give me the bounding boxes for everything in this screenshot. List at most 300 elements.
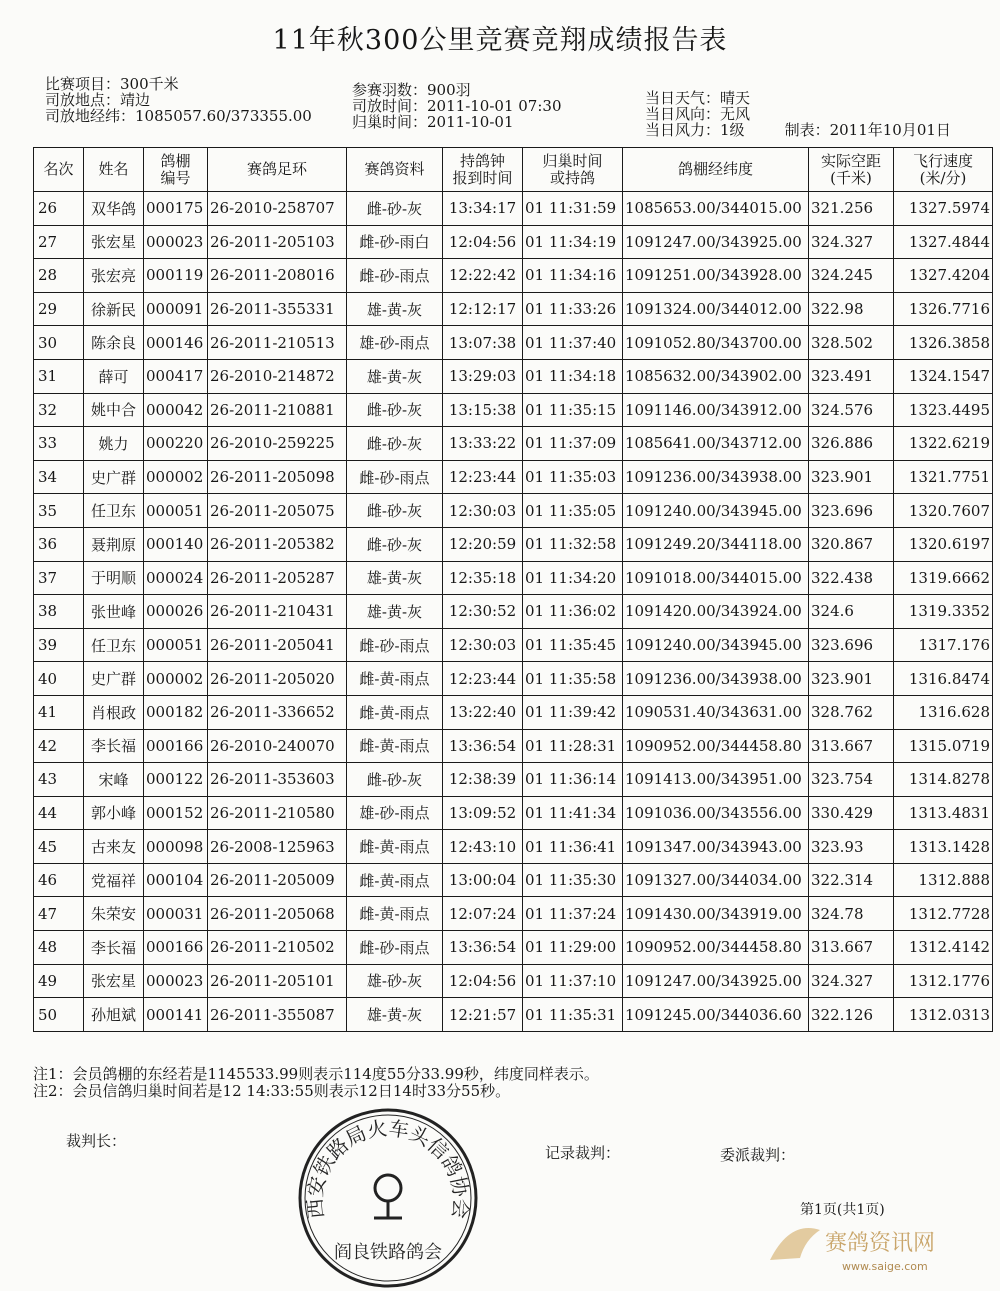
info-label: 当日天气：	[645, 89, 721, 107]
coordinates-cell: 1091247.00/343925.00	[623, 964, 809, 998]
ring-cell: 26-2010-214872	[208, 359, 347, 393]
coordinates-cell: 1090952.00/344458.80	[623, 729, 809, 763]
ring-cell: 26-2011-336652	[208, 695, 347, 729]
distance-cell: 330.429	[809, 796, 894, 830]
speed-cell: 1312.0313	[894, 998, 993, 1032]
table-row	[34, 897, 993, 931]
loft-cell: 000091	[144, 292, 208, 326]
info-label: 当日风向：	[645, 105, 721, 123]
info-cell: 雌-黄-雨点	[347, 863, 443, 897]
ring-cell: 26-2008-125963	[208, 830, 347, 864]
name-cell: 党福祥	[84, 863, 144, 897]
arrival-time-cell: 01 11:33:26	[523, 292, 623, 326]
coordinates-cell: 1091236.00/343938.00	[623, 662, 809, 696]
rank-cell: 31	[34, 359, 84, 393]
speed-cell: 1323.4495	[894, 393, 993, 427]
chief-referee-label: 裁判长：	[66, 1132, 127, 1150]
rank-cell: 29	[34, 292, 84, 326]
arrival-time-cell: 01 11:37:10	[523, 964, 623, 998]
speed-cell: 1316.628	[894, 695, 993, 729]
results-table	[33, 147, 993, 1032]
speed-cell: 1316.8474	[894, 662, 993, 696]
info-cell: 雌-黄-雨点	[347, 695, 443, 729]
info-cell: 雌-砂-灰	[347, 527, 443, 561]
col-coordinates: 鸽棚经纬度	[623, 148, 809, 192]
speed-cell: 1327.4844	[894, 225, 993, 259]
info-label: 司放时间：	[352, 97, 428, 115]
arrival-time-cell: 01 11:34:18	[523, 359, 623, 393]
ring-cell: 26-2011-210513	[208, 326, 347, 360]
table-row	[34, 662, 993, 696]
loft-cell: 000026	[144, 595, 208, 629]
rank-cell: 36	[34, 527, 84, 561]
info-label: 当日风力：	[645, 121, 721, 139]
distance-cell: 324.78	[809, 897, 894, 931]
name-cell: 宋峰	[84, 763, 144, 797]
report-time-cell: 12:30:03	[443, 494, 523, 528]
name-cell: 薛可	[84, 359, 144, 393]
info-cell: 雌-砂-灰	[347, 393, 443, 427]
association-seal	[296, 1106, 480, 1290]
info-value: 900羽	[427, 81, 471, 99]
report-time-cell: 12:07:24	[443, 897, 523, 931]
distance-cell: 321.256	[809, 192, 894, 226]
note-2: 注2：会员信鸽归巢时间若是12 14:33:55则表示12日14时33分55秒。	[33, 1082, 511, 1100]
speed-cell: 1320.6197	[894, 527, 993, 561]
note-1: 注1：会员鸽棚的东经若是1145533.99则表示114度55分33.99秒，纬度同样表示。	[33, 1065, 599, 1083]
rank-cell: 50	[34, 998, 84, 1032]
ring-cell: 26-2011-210431	[208, 595, 347, 629]
loft-cell: 000024	[144, 561, 208, 595]
rank-cell: 41	[34, 695, 84, 729]
coordinates-cell: 1091245.00/344036.60	[623, 998, 809, 1032]
ring-cell: 26-2011-205287	[208, 561, 347, 595]
col-speed: 飞行速度 (米/分)	[894, 148, 993, 192]
seal-inner-text: 阎良铁路鸽会	[334, 1242, 442, 1263]
info-label: 比赛项目：	[45, 75, 121, 93]
rank-cell: 42	[34, 729, 84, 763]
ring-cell: 26-2011-353603	[208, 763, 347, 797]
distance-cell: 324.327	[809, 225, 894, 259]
arrival-time-cell: 01 11:29:00	[523, 931, 623, 965]
arrival-time-cell: 01 11:39:42	[523, 695, 623, 729]
loft-cell: 000104	[144, 863, 208, 897]
ring-cell: 26-2011-205098	[208, 460, 347, 494]
distance-cell: 320.867	[809, 527, 894, 561]
name-cell: 古来友	[84, 830, 144, 864]
ring-cell: 26-2011-205103	[208, 225, 347, 259]
name-cell: 李长福	[84, 931, 144, 965]
coordinates-cell: 1091324.00/344012.00	[623, 292, 809, 326]
col-arrival-time: 归巢时间 或持鸽	[523, 148, 623, 192]
info-cell: 雌-砂-雨点	[347, 460, 443, 494]
ring-cell: 26-2010-258707	[208, 192, 347, 226]
name-cell: 张宏亮	[84, 259, 144, 293]
arrival-time-cell: 01 11:35:31	[523, 998, 623, 1032]
arrival-time-cell: 01 11:35:45	[523, 628, 623, 662]
table-row	[34, 494, 993, 528]
name-cell: 徐新民	[84, 292, 144, 326]
table-row	[34, 561, 993, 595]
loft-cell: 000166	[144, 931, 208, 965]
distance-cell: 324.327	[809, 964, 894, 998]
rank-cell: 49	[34, 964, 84, 998]
arrival-time-cell: 01 11:35:15	[523, 393, 623, 427]
report-time-cell: 13:09:52	[443, 796, 523, 830]
coordinates-cell: 1091420.00/343924.00	[623, 595, 809, 629]
table-row	[34, 527, 993, 561]
notes	[33, 1066, 599, 1100]
watermark-url: www.saige.com	[842, 1260, 928, 1273]
info-cell: 雄-黄-灰	[347, 595, 443, 629]
info-cell: 雄-黄-灰	[347, 998, 443, 1032]
info-label: 司放地点：	[45, 91, 121, 109]
arrival-time-cell: 01 11:34:19	[523, 225, 623, 259]
table-body	[34, 192, 993, 1032]
coordinates-cell: 1091052.80/343700.00	[623, 326, 809, 360]
coordinates-cell: 1091146.00/343912.00	[623, 393, 809, 427]
rank-cell: 37	[34, 561, 84, 595]
loft-cell: 000220	[144, 427, 208, 461]
name-cell: 任卫东	[84, 494, 144, 528]
report-title: 11年秋300公里竞赛竞翔成绩报告表	[272, 25, 728, 56]
report-time-cell: 12:23:44	[443, 662, 523, 696]
race-info-middle	[352, 82, 562, 130]
rank-cell: 48	[34, 931, 84, 965]
info-value: 2011-10-01	[427, 113, 514, 131]
report-time-cell: 13:36:54	[443, 931, 523, 965]
col-rank: 名次	[34, 148, 84, 192]
arrival-time-cell: 01 11:35:30	[523, 863, 623, 897]
distance-cell: 323.696	[809, 628, 894, 662]
ring-cell: 26-2011-205009	[208, 863, 347, 897]
info-cell: 雄-砂-雨点	[347, 326, 443, 360]
ring-cell: 26-2011-205020	[208, 662, 347, 696]
ring-cell: 26-2011-205101	[208, 964, 347, 998]
rank-cell: 32	[34, 393, 84, 427]
rank-cell: 40	[34, 662, 84, 696]
loft-cell: 000051	[144, 628, 208, 662]
ring-cell: 26-2011-205041	[208, 628, 347, 662]
info-cell: 雌-砂-灰	[347, 494, 443, 528]
coordinates-cell: 1085632.00/343902.00	[623, 359, 809, 393]
coordinates-cell: 1085641.00/343712.00	[623, 427, 809, 461]
table-row	[34, 259, 993, 293]
distance-cell: 322.98	[809, 292, 894, 326]
report-time-cell: 12:12:17	[443, 292, 523, 326]
coordinates-cell: 1091430.00/343919.00	[623, 897, 809, 931]
info-cell: 雄-黄-灰	[347, 292, 443, 326]
arrival-time-cell: 01 11:35:58	[523, 662, 623, 696]
name-cell: 于明顺	[84, 561, 144, 595]
report-time-cell: 13:36:54	[443, 729, 523, 763]
name-cell: 任卫东	[84, 628, 144, 662]
table-row	[34, 863, 993, 897]
ring-cell: 26-2011-208016	[208, 259, 347, 293]
info-value: 1级	[720, 121, 745, 139]
distance-cell: 326.886	[809, 427, 894, 461]
info-cell: 雄-黄-灰	[347, 561, 443, 595]
loft-cell: 000042	[144, 393, 208, 427]
rank-cell: 39	[34, 628, 84, 662]
loft-cell: 000175	[144, 192, 208, 226]
info-cell: 雌-黄-雨点	[347, 897, 443, 931]
table-row	[34, 225, 993, 259]
distance-cell: 322.438	[809, 561, 894, 595]
distance-cell: 324.245	[809, 259, 894, 293]
rank-cell: 47	[34, 897, 84, 931]
rank-cell: 45	[34, 830, 84, 864]
info-cell: 雄-黄-灰	[347, 359, 443, 393]
name-cell: 肖根政	[84, 695, 144, 729]
loft-cell: 000140	[144, 527, 208, 561]
loft-cell: 000152	[144, 796, 208, 830]
distance-cell: 322.126	[809, 998, 894, 1032]
seal-outer-text: 西安铁路局火车头信鸽协会	[302, 1115, 474, 1220]
info-value: 靖边	[120, 91, 151, 109]
arrival-time-cell: 01 11:36:14	[523, 763, 623, 797]
loft-cell: 000122	[144, 763, 208, 797]
rank-cell: 44	[34, 796, 84, 830]
distance-cell: 324.6	[809, 595, 894, 629]
distance-cell: 324.576	[809, 393, 894, 427]
speed-cell: 1320.7607	[894, 494, 993, 528]
name-cell: 孙旭斌	[84, 998, 144, 1032]
coordinates-cell: 1091327.00/344034.00	[623, 863, 809, 897]
table-row	[34, 460, 993, 494]
speed-cell: 1312.1776	[894, 964, 993, 998]
info-label: 归巢时间：	[352, 113, 428, 131]
name-cell: 史广群	[84, 662, 144, 696]
ring-cell: 26-2010-259225	[208, 427, 347, 461]
loft-cell: 000417	[144, 359, 208, 393]
coordinates-cell: 1091240.00/343945.00	[623, 494, 809, 528]
arrival-time-cell: 01 11:36:41	[523, 830, 623, 864]
coordinates-cell: 1091236.00/343938.00	[623, 460, 809, 494]
ring-cell: 26-2011-210580	[208, 796, 347, 830]
loft-cell: 000141	[144, 998, 208, 1032]
report-time-cell: 12:20:59	[443, 527, 523, 561]
table-row	[34, 359, 993, 393]
arrival-time-cell: 01 11:37:24	[523, 897, 623, 931]
ring-cell: 26-2011-205382	[208, 527, 347, 561]
rank-cell: 38	[34, 595, 84, 629]
report-time-cell: 12:30:03	[443, 628, 523, 662]
name-cell: 姚中合	[84, 393, 144, 427]
loft-cell: 000119	[144, 259, 208, 293]
coordinates-cell: 1090531.40/343631.00	[623, 695, 809, 729]
info-value: 1085057.60/373355.00	[135, 107, 312, 125]
info-value: 无风	[720, 105, 751, 123]
info-cell: 雄-砂-灰	[347, 964, 443, 998]
table-row	[34, 964, 993, 998]
coordinates-cell: 1091249.20/344118.00	[623, 527, 809, 561]
table-row	[34, 763, 993, 797]
distance-cell: 323.901	[809, 460, 894, 494]
report-time-cell: 13:29:03	[443, 359, 523, 393]
col-name: 姓名	[84, 148, 144, 192]
table-row	[34, 628, 993, 662]
loft-cell: 000051	[144, 494, 208, 528]
speed-cell: 1312.7728	[894, 897, 993, 931]
table-row	[34, 830, 993, 864]
report-time-cell: 13:22:40	[443, 695, 523, 729]
coordinates-cell: 1091413.00/343951.00	[623, 763, 809, 797]
coordinates-cell: 1091240.00/343945.00	[623, 628, 809, 662]
arrival-time-cell: 01 11:37:40	[523, 326, 623, 360]
info-value: 2011-10-01 07:30	[427, 97, 562, 115]
table-row	[34, 729, 993, 763]
rank-cell: 34	[34, 460, 84, 494]
name-cell: 史广群	[84, 460, 144, 494]
report-time-cell: 12:04:56	[443, 225, 523, 259]
col-ring: 赛鸽足环	[208, 148, 347, 192]
loft-cell: 000166	[144, 729, 208, 763]
distance-cell: 313.667	[809, 931, 894, 965]
speed-cell: 1313.4831	[894, 796, 993, 830]
table-row	[34, 393, 993, 427]
table-row	[34, 796, 993, 830]
table-row	[34, 192, 993, 226]
arrival-time-cell: 01 11:34:20	[523, 561, 623, 595]
table-row	[34, 998, 993, 1032]
arrival-time-cell: 01 11:37:09	[523, 427, 623, 461]
info-cell: 雌-砂-雨点	[347, 931, 443, 965]
watermark-logo	[760, 1210, 970, 1280]
table-header	[34, 148, 993, 192]
speed-cell: 1322.6219	[894, 427, 993, 461]
coordinates-cell: 1091251.00/343928.00	[623, 259, 809, 293]
pigeon-logo-icon	[770, 1228, 820, 1260]
report-time-cell: 13:33:22	[443, 427, 523, 461]
report-time-cell: 12:22:42	[443, 259, 523, 293]
speed-cell: 1319.6662	[894, 561, 993, 595]
info-cell: 雌-砂-灰	[347, 763, 443, 797]
arrival-time-cell: 01 11:34:16	[523, 259, 623, 293]
arrival-time-cell: 01 11:31:59	[523, 192, 623, 226]
distance-cell: 313.667	[809, 729, 894, 763]
speed-cell: 1315.0719	[894, 729, 993, 763]
distance-cell: 323.901	[809, 662, 894, 696]
rank-cell: 46	[34, 863, 84, 897]
distance-cell: 323.696	[809, 494, 894, 528]
table-row	[34, 595, 993, 629]
speed-cell: 1314.8278	[894, 763, 993, 797]
report-time-cell: 12:04:56	[443, 964, 523, 998]
report-time-cell: 12:35:18	[443, 561, 523, 595]
arrival-time-cell: 01 11:35:05	[523, 494, 623, 528]
watermark-text: 赛鸽资讯网	[825, 1231, 936, 1256]
coordinates-cell: 1091018.00/344015.00	[623, 561, 809, 595]
ring-cell: 26-2011-210881	[208, 393, 347, 427]
name-cell: 双华鸽	[84, 192, 144, 226]
arrival-time-cell: 01 11:35:03	[523, 460, 623, 494]
rank-cell: 43	[34, 763, 84, 797]
table-row	[34, 427, 993, 461]
name-cell: 郭小峰	[84, 796, 144, 830]
speed-cell: 1312.888	[894, 863, 993, 897]
coordinates-cell: 1091347.00/343943.00	[623, 830, 809, 864]
distance-cell: 323.754	[809, 763, 894, 797]
info-value: 晴天	[720, 89, 751, 107]
rank-cell: 28	[34, 259, 84, 293]
speed-cell: 1321.7751	[894, 460, 993, 494]
rank-cell: 30	[34, 326, 84, 360]
info-cell: 雌-黄-雨点	[347, 830, 443, 864]
delegate-label: 委派裁判：	[720, 1146, 796, 1164]
info-cell: 雌-黄-雨点	[347, 662, 443, 696]
page-number: 第1页(共1页)	[800, 1202, 885, 1218]
name-cell: 姚力	[84, 427, 144, 461]
distance-cell: 323.491	[809, 359, 894, 393]
name-cell: 陈余良	[84, 326, 144, 360]
info-cell: 雌-砂-雨白	[347, 225, 443, 259]
report-time-cell: 12:43:10	[443, 830, 523, 864]
speed-cell: 1326.7716	[894, 292, 993, 326]
table-row	[34, 326, 993, 360]
speed-cell: 1317.176	[894, 628, 993, 662]
report-time-cell: 13:15:38	[443, 393, 523, 427]
distance-cell: 328.762	[809, 695, 894, 729]
report-time-cell: 12:30:52	[443, 595, 523, 629]
arrival-time-cell: 01 11:36:02	[523, 595, 623, 629]
coordinates-cell: 1085653.00/344015.00	[623, 192, 809, 226]
table-row	[34, 931, 993, 965]
name-cell: 李长福	[84, 729, 144, 763]
loft-cell: 000031	[144, 897, 208, 931]
info-cell: 雌-砂-雨点	[347, 628, 443, 662]
railway-emblem-icon	[374, 1175, 402, 1218]
col-loft: 鸽棚 编号	[144, 148, 208, 192]
name-cell: 张世峰	[84, 595, 144, 629]
arrival-time-cell: 01 11:41:34	[523, 796, 623, 830]
ring-cell: 26-2011-205068	[208, 897, 347, 931]
arrival-time-cell: 01 11:28:31	[523, 729, 623, 763]
info-cell: 雌-黄-雨点	[347, 729, 443, 763]
ring-cell: 26-2011-355087	[208, 998, 347, 1032]
race-info-right	[645, 90, 951, 138]
distance-cell: 322.314	[809, 863, 894, 897]
loft-cell: 000002	[144, 460, 208, 494]
report-time-cell: 13:00:04	[443, 863, 523, 897]
table-row	[34, 292, 993, 326]
rank-cell: 33	[34, 427, 84, 461]
distance-cell: 323.93	[809, 830, 894, 864]
col-distance: 实际空距 (千米)	[809, 148, 894, 192]
coordinates-cell: 1090952.00/344458.80	[623, 931, 809, 965]
name-cell: 聂荆原	[84, 527, 144, 561]
loft-cell: 000146	[144, 326, 208, 360]
speed-cell: 1327.5974	[894, 192, 993, 226]
made-label: 制表：	[784, 121, 830, 139]
ring-cell: 26-2011-210502	[208, 931, 347, 965]
made-date: 2011年10月01日	[829, 121, 951, 139]
info-label: 司放地经纬：	[45, 107, 136, 125]
distance-cell: 328.502	[809, 326, 894, 360]
arrival-time-cell: 01 11:32:58	[523, 527, 623, 561]
info-value: 300千米	[120, 75, 179, 93]
ring-cell: 26-2011-355331	[208, 292, 347, 326]
rank-cell: 26	[34, 192, 84, 226]
loft-cell: 000023	[144, 225, 208, 259]
coordinates-cell: 1091036.00/343556.00	[623, 796, 809, 830]
ring-cell: 26-2010-240070	[208, 729, 347, 763]
report-time-cell: 13:07:38	[443, 326, 523, 360]
speed-cell: 1319.3352	[894, 595, 993, 629]
col-report-time: 持鸽钟 报到时间	[443, 148, 523, 192]
speed-cell: 1326.3858	[894, 326, 993, 360]
info-cell: 雌-砂-灰	[347, 192, 443, 226]
